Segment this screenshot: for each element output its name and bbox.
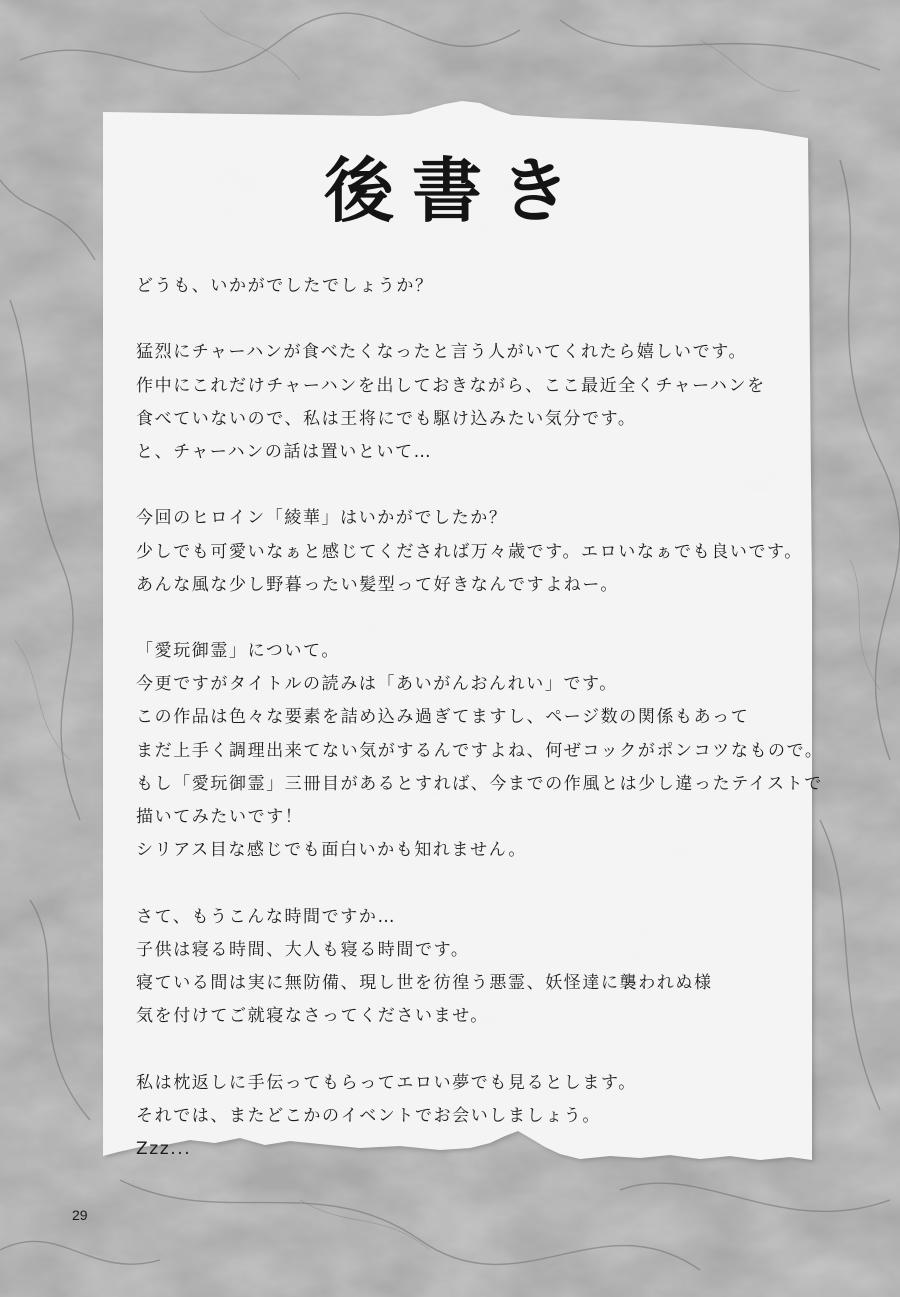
text-line: もし「愛玩御霊」三冊目があるとすれば、今までの作風とは少し違ったテイストで (136, 773, 823, 794)
page-title: 後書き (324, 149, 588, 232)
text-line: Zzz... (136, 1138, 192, 1159)
text-line: さて、もうこんな時間ですか… (136, 906, 397, 927)
text-line: どうも、いかがでしたでしょうか？ (136, 276, 434, 296)
page-number: 29 (72, 1207, 88, 1223)
text-line: 少しでも可愛いなぁと感じてくだされば万々歳です。エロいなぁでも良いです。 (136, 541, 803, 562)
text-line: 描いてみたいです！ (136, 807, 304, 827)
text-line: 寝ている間は実に無防備、現し世を彷徨う悪霊、妖怪達に襲われぬ様 (136, 972, 713, 993)
afterword-content (102, 100, 824, 1160)
text-line: 猛烈にチャーハンが食べたくなったと言う人がいてくれたら嬉しいです。 (136, 342, 748, 363)
text-line: と、チャーハンの話は置いといて… (136, 441, 433, 462)
text-line: あんな風な少し野暮ったい髪型って好きなんですよねー。 (136, 574, 619, 595)
text-line: それでは、またどこかのイベントでお会いしましょう。 (136, 1105, 601, 1126)
blank-line (136, 1033, 796, 1066)
blank-line (136, 303, 796, 336)
text-line: 食べていないので、私は王将にでも駆け込みたい気分です。 (136, 408, 637, 429)
text-line: 気を付けてご就寝なさってくださいませ。 (136, 1006, 489, 1027)
blank-line (136, 867, 796, 900)
text-line: 子供は寝る時間、大人も寝る時間です。 (136, 939, 470, 960)
text-line: 作中にこれだけチャーハンを出しておきながら、ここ最近全くチャーハンを (136, 375, 766, 396)
text-line: 今更ですがタイトルの読みは「あいがんおんれい」です。 (136, 674, 618, 695)
blank-line (136, 602, 796, 635)
text-line: 「愛玩御霊」について。 (136, 641, 340, 662)
text-line: 今回のヒロイン「綾華」はいかがでしたか？ (136, 508, 508, 529)
text-line: 私は枕返しに手伝ってもらってエロい夢でも見るとします。 (136, 1072, 637, 1093)
blank-line (136, 469, 796, 502)
text-line: まだ上手く調理出来てない気がするんですよね、何ぜコックがポンコツなもので。 (136, 740, 824, 761)
text-line: この作品は色々な要素を詰め込み過ぎてますし、ページ数の関係もあって (136, 707, 750, 728)
text-line: シリアス目な感じでも面白いかも知れません。 (136, 840, 527, 861)
afterword-body (136, 270, 824, 1166)
